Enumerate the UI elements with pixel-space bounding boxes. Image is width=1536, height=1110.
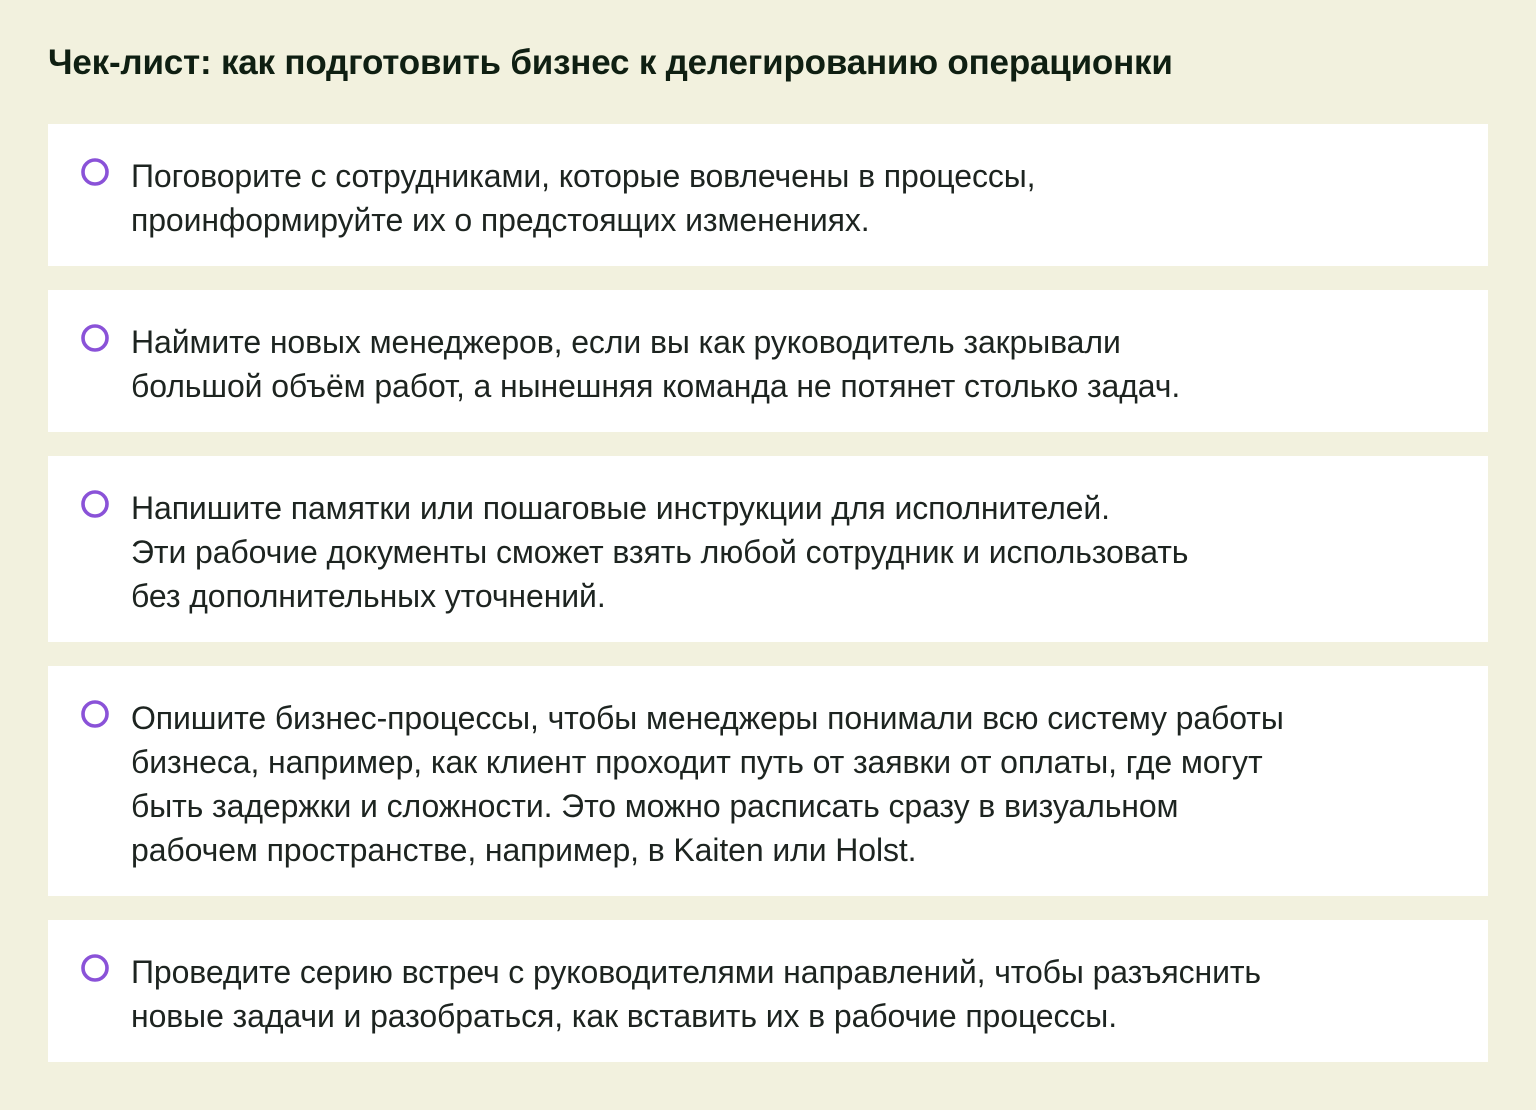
checklist-item-text: Наймите новых менеджеров, если вы как руководитель закрывали большой объём работ, а нынешняя команда не потянет столько задач. <box>131 324 1181 404</box>
checklist-item <box>48 456 1488 642</box>
checklist-item <box>48 290 1488 432</box>
circle-checkbox-icon[interactable] <box>80 157 110 187</box>
circle-checkbox-icon[interactable] <box>80 489 110 519</box>
checklist-item-text: Опишите бизнес-процессы, чтобы менеджеры понимали всю систему работы бизнеса, например, как клиент проходит путь от заявки от оплаты, где могут быть задержки и сложности. Это можно расписать сразу в визуальном рабочем пространстве, например, в Kaiten или Holst. <box>131 700 1284 868</box>
checklist-item <box>48 666 1488 896</box>
checklist-item <box>48 920 1488 1062</box>
circle-checkbox-icon[interactable] <box>80 699 110 729</box>
checklist <box>48 124 1488 1086</box>
circle-checkbox-icon[interactable] <box>80 953 110 983</box>
page-title: Чек-лист: как подготовить бизнес к делегированию операционки <box>48 43 1173 82</box>
checklist-item <box>48 124 1488 266</box>
checklist-item-text: Поговорите с сотрудниками, которые вовлечены в процессы, проинформируйте их о предстоящих изменениях. <box>131 158 1036 238</box>
checklist-item-text: Напишите памятки или пошаговые инструкции для исполнителей. Эти рабочие документы сможет взять любой сотрудник и использовать без дополнительных уточнений. <box>131 490 1189 614</box>
checklist-item-text: Проведите серию встреч с руководителями направлений, чтобы разъяснить новые задачи и разобраться, как вставить их в рабочие процессы. <box>131 954 1261 1034</box>
circle-checkbox-icon[interactable] <box>80 323 110 353</box>
